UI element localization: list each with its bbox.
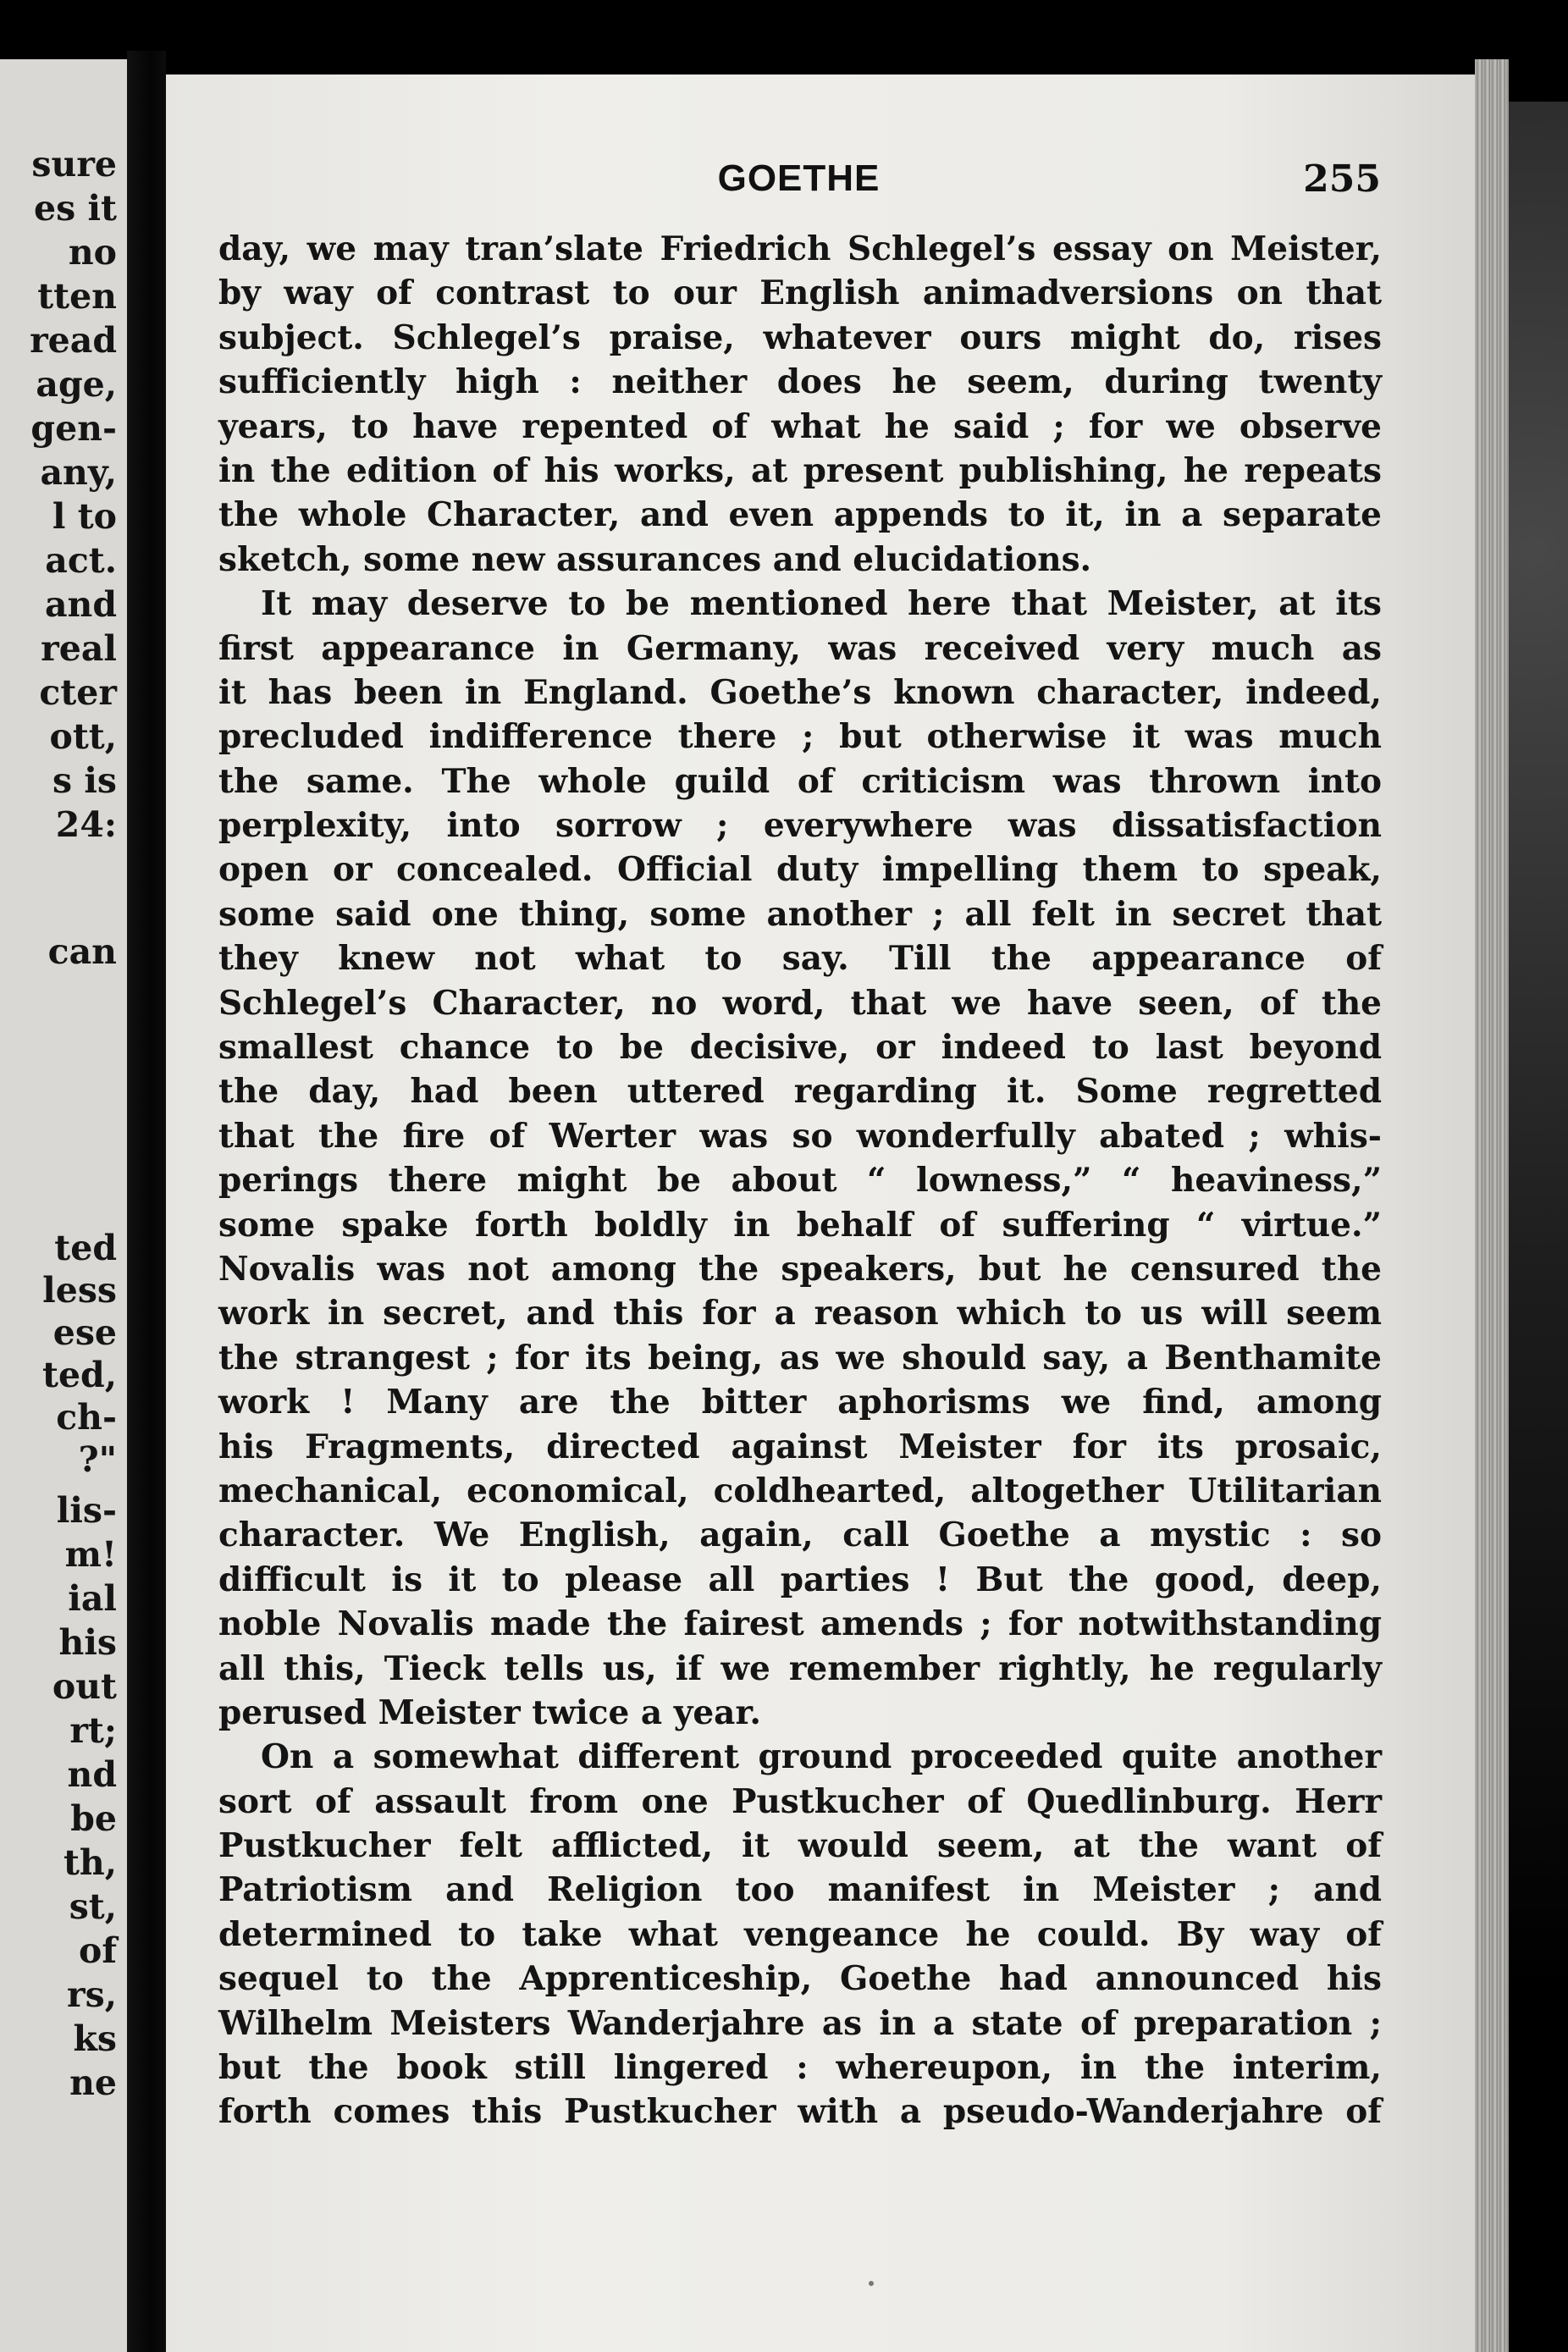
text-line: noble Novalis made the fairest amends ; for notwithstanding [218, 1604, 1382, 1644]
text-line: subject. Schlegel’s praise, whatever ours might do, rises [218, 317, 1382, 357]
text-line: that the fire of Werter was so wonderfully abated ; whis- [218, 1116, 1382, 1156]
text-line: Novalis was not among the speakers, but he censured the [218, 1249, 1382, 1289]
left-page-fragment: out [52, 1666, 117, 1707]
left-page-fragment: th, [63, 1842, 117, 1883]
text-line: it has been in England. Goethe’s known character, indeed, [218, 672, 1382, 712]
text-line: smallest chance to be decisive, or indeed to last beyond [218, 1028, 1382, 1068]
left-page-fragment: ks [73, 2018, 117, 2059]
left-page-fragment: act. [45, 540, 117, 581]
text-line: work in secret, and this for a reason which to us will seem [218, 1294, 1382, 1333]
left-page-fragment: ial [68, 1578, 117, 1619]
text-line: the whole Character, and even appends to it, in a separate [218, 495, 1382, 535]
left-page-fragment: less [42, 1270, 117, 1311]
left-page-fragment: ese [52, 1312, 117, 1353]
left-facing-page [0, 59, 127, 2352]
left-page-fragment: ?" [78, 1439, 117, 1480]
text-line: but the book still lingered : whereupon, in the interim, [218, 2048, 1382, 2088]
left-page-fragment: l to [52, 496, 117, 537]
text-line: It may deserve to be mentioned here that Meister, at its [261, 584, 1382, 624]
left-page-fragment: ch- [56, 1397, 117, 1438]
body-text [218, 227, 1382, 2134]
left-page-fragment: of [79, 1930, 117, 1971]
left-page-fragment: real [41, 628, 117, 669]
right-page [166, 75, 1487, 2352]
text-line: all this, Tieck tells us, if we remember rightly, he regularly [218, 1648, 1382, 1688]
text-line: mechanical, economical, coldhearted, altogether Utilitarian [218, 1471, 1382, 1510]
page-title: GOETHE [717, 157, 881, 199]
left-page-fragment: ott, [49, 716, 117, 757]
text-line: some said one thing, some another ; all felt in secret that [218, 894, 1382, 934]
left-page-fragment: st, [69, 1886, 117, 1927]
left-page-fragment: cter [39, 672, 117, 713]
left-page-fragment: and [44, 584, 117, 625]
text-line: determined to take what vengeance he could. By way of [218, 1914, 1382, 1954]
left-page-fragment: be [70, 1798, 117, 1839]
text-line: the strangest ; for its being, as we should say, a Benthamite [218, 1338, 1382, 1378]
left-page-fragment: no [68, 232, 117, 273]
text-line: perused Meister twice a year. [218, 1692, 761, 1732]
left-page-fragment: gen- [30, 408, 117, 449]
left-page-fragment: es it [34, 188, 117, 229]
text-line: sufficiently high : neither does he seem, during twenty [218, 362, 1382, 402]
text-line: years, to have repented of what he said ; for we observe [218, 406, 1382, 446]
text-line: character. We English, again, call Goethe a mystic : so [218, 1516, 1382, 1555]
left-page-fragment: read [30, 320, 117, 361]
left-page-fragment: lis- [56, 1490, 117, 1531]
text-line: they knew not what to say. Till the appearance of [218, 939, 1382, 979]
left-page-fragment: m! [64, 1534, 117, 1575]
text-line: forth comes this Pustkucher with a pseudo-Wanderjahre of [218, 2092, 1382, 2132]
text-line: sketch, some new assurances and elucidations. [218, 539, 1092, 579]
text-line: sequel to the Apprenticeship, Goethe had announced his [218, 1959, 1382, 1999]
left-page-fragment: rs, [67, 1974, 117, 2015]
running-head [217, 157, 1381, 208]
text-line: Patriotism and Religion too manifest in Meister ; and [218, 1870, 1382, 1910]
text-line: work ! Many are the bitter aphorisms we find, among [218, 1383, 1382, 1422]
text-line: difficult is it to please all parties ! But the good, deep, [218, 1560, 1382, 1599]
left-page-fragment: tten [37, 276, 117, 317]
text-line: by way of contrast to our English animadversions on that [218, 273, 1382, 313]
text-line: open or concealed. Official duty impelling them to speak, [218, 850, 1382, 890]
text-line: first appearance in Germany, was received very much as [218, 628, 1382, 668]
text-line: in the edition of his works, at present publishing, he repeats [218, 450, 1382, 490]
left-page-fragment: sure [31, 144, 117, 185]
text-line: Wilhelm Meisters Wanderjahre as in a state of preparation ; [218, 2003, 1382, 2043]
text-line: his Fragments, directed against Meister for its prosaic, [218, 1427, 1382, 1466]
scan-mottle [1509, 102, 1568, 2352]
left-page-fragment: 24: [55, 804, 117, 845]
page-edge-stack [1475, 59, 1509, 2352]
left-page-fragment: ne [69, 2062, 117, 2103]
paper-speck [869, 2281, 874, 2286]
text-line: precluded indifference there ; but otherwise it was much [218, 717, 1382, 757]
book-gutter [127, 51, 166, 2352]
text-line: Schlegel’s Character, no word, that we have seen, of the [218, 983, 1382, 1023]
text-line: sort of assault from one Pustkucher of Quedlinburg. Herr [218, 1781, 1382, 1821]
left-page-fragment: rt; [69, 1710, 117, 1751]
left-page-fragment: ted, [42, 1355, 117, 1395]
left-page-fragment: s is [52, 760, 117, 801]
text-line: the day, had been uttered regarding it. Some regretted [218, 1072, 1382, 1112]
text-line: On a somewhat different ground proceeded quite another [261, 1737, 1382, 1777]
text-line: Pustkucher felt afflicted, it would seem, at the want of [218, 1826, 1382, 1866]
text-line: perplexity, into sorrow ; everywhere was dissatisfaction [218, 806, 1382, 846]
text-line: day, we may tran’slate Friedrich Schlegel’s essay on Meister, [218, 229, 1382, 268]
left-page-fragment: ted [54, 1228, 117, 1268]
left-page-fragment: can [47, 931, 117, 972]
left-page-fragment: age, [36, 364, 117, 405]
left-page-fragment: his [58, 1622, 117, 1663]
left-page-fragment: any, [40, 452, 117, 493]
text-line: some spake forth boldly in behalf of suffering “ virtue.” [218, 1205, 1382, 1245]
page-number: 255 [1303, 157, 1381, 201]
left-page-fragment: nd [67, 1754, 117, 1795]
text-line: perings there might be about “ lowness,” “ heaviness,” [218, 1161, 1382, 1201]
text-line: the same. The whole guild of criticism was thrown into [218, 761, 1382, 801]
